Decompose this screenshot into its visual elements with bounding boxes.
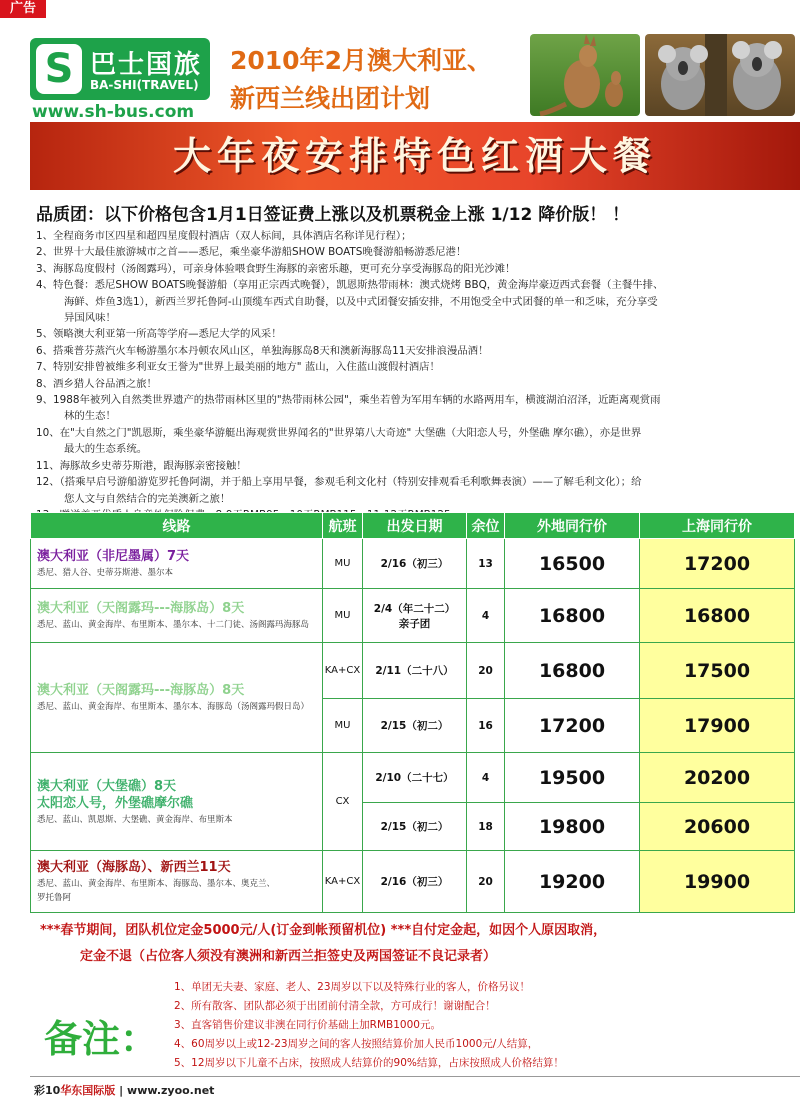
col-header-price-shanghai: 上海同行价 <box>640 513 795 539</box>
page-footer <box>34 1082 214 1098</box>
route-cell <box>31 643 323 753</box>
price-shanghai-cell: 17200 <box>640 539 795 589</box>
footer-section: 华东国际版 <box>60 1084 116 1097</box>
price-shanghai-cell: 17500 <box>640 643 795 699</box>
flight-cell: MU <box>323 699 363 753</box>
deposit-notice <box>40 918 790 970</box>
route-cities: 悉尼、猎人谷、史蒂芬斯港、墨尔本 <box>37 568 174 578</box>
remark-item: 3、直客销售价建议非澳在同行价基础上加RMB1000元。 <box>174 1019 441 1031</box>
col-header-price-other: 外地同行价 <box>505 513 640 539</box>
price-other-cell: 16800 <box>505 589 640 643</box>
company-logo[interactable] <box>30 38 210 100</box>
date-cell: 2/11（二十八） <box>363 643 467 699</box>
col-header-date: 出发日期 <box>363 513 467 539</box>
date-cell: 2/16（初三） <box>363 851 467 913</box>
feature-item: 7、特别安排曾被维多利亚女王誉为"世界上最美丽的地方" 蓝山，入住蓝山渡假村酒店！ <box>36 361 440 374</box>
feature-item: 11、海豚故乡史蒂芬斯港，跟海豚亲密接触！ <box>36 459 247 472</box>
seats-cell: 16 <box>467 699 505 753</box>
feature-item: 异国风味！ <box>64 312 116 325</box>
route-name: 澳大利亚（天阁露玛---海豚岛）8天 <box>37 683 245 698</box>
notice-line1: ***春节期间，团队机位定金5000元/人(订金到帐预留机位) ***自付定金起，如因个人原因取消， <box>40 923 607 938</box>
feature-item: 5、领略澳大利亚第一所高等学府—悉尼大学的风采！ <box>36 328 282 341</box>
price-other-cell: 19800 <box>505 803 640 851</box>
price-shanghai-cell: 17900 <box>640 699 795 753</box>
flight-cell: CX <box>323 753 363 851</box>
remarks-list <box>174 978 784 1073</box>
footer-separator: | <box>119 1084 124 1097</box>
route-name: 澳大利亚（非尼墨属）7天 <box>37 549 190 564</box>
footer-page: 彩10 <box>34 1084 61 1097</box>
col-header-route: 线路 <box>31 513 323 539</box>
koala-photo <box>645 34 795 116</box>
feature-item: 林的生态！ <box>64 410 116 423</box>
feature-item: 12、（搭乘早启号游船游览罗托鲁阿湖，并于船上享用早餐，参观毛利文化村（特别安排观看毛利歌舞表演）——了解毛利文化）；给 <box>36 476 642 489</box>
website-link[interactable]: www.sh-bus.com <box>32 102 195 122</box>
seats-cell: 13 <box>467 539 505 589</box>
price-shanghai-cell: 19900 <box>640 851 795 913</box>
seats-cell: 4 <box>467 753 505 803</box>
feature-item: 3、海豚岛度假村（汤阁露玛），可亲身体验喂食野生海豚的亲密乐趣，更可充分享受海豚岛的阳光沙滩！ <box>36 262 516 275</box>
table-row <box>31 539 795 589</box>
promo-banner <box>30 122 800 190</box>
headline-line2: 新西兰线出团计划 <box>230 84 431 113</box>
table-row <box>31 753 795 803</box>
footer-site[interactable]: www.zyoo.net <box>127 1084 215 1097</box>
feature-item: 9、1988年被列入自然类世界遗产的热带雨林区里的"热带雨林公园"，乘坐若曾为军用车辆的水路两用车，横渡湖泊沼泽，近距离观赏雨 <box>36 394 661 407</box>
remark-item: 2、所有散客、团队都必须于出团前付清全款，方可成行！谢谢配合！ <box>174 1000 496 1012</box>
seats-cell: 20 <box>467 643 505 699</box>
col-header-seats: 余位 <box>467 513 505 539</box>
feature-item: 8、酒乡猎人谷品酒之旅！ <box>36 377 157 390</box>
logo-mark: S <box>36 44 82 94</box>
route-cities: 悉尼、蓝山、黄金海岸、布里斯本、墨尔本、海豚岛（汤阁露玛假日岛） <box>37 702 310 712</box>
headline <box>230 42 492 118</box>
price-other-cell: 19200 <box>505 851 640 913</box>
ad-tag: 广告 <box>0 0 46 18</box>
route-cell <box>31 539 323 589</box>
feature-list <box>36 228 786 523</box>
feature-item: 最大的生态系统。 <box>64 443 148 456</box>
lead-statement: 品质团：以下价格包含1月1日签证费上涨以及机票税金上涨 1/12 降价版！ ！ <box>36 205 630 225</box>
flight-cell: MU <box>323 589 363 643</box>
flight-cell: KA+CX <box>323 643 363 699</box>
date-cell: 2/15（初二） <box>363 699 467 753</box>
table-row <box>31 643 795 699</box>
feature-item: 10、在"大自然之门"凯恩斯，乘坐豪华游艇出海观赏世界闻名的"世界第八大奇迹" 大堡礁（大阳恋人号，外堡礁 摩尔礁），亦是世界 <box>36 426 642 439</box>
remark-item: 4、60周岁以上或12-23周岁之间的客人按照结算价加人民币1000元/人结算， <box>174 1038 539 1050</box>
price-shanghai-cell: 20200 <box>640 753 795 803</box>
feature-item: 2、世界十大最佳旅游城市之首——悉尼，乘坐豪华游船SHOW BOATS晚餐游船畅游悉尼港！ <box>36 246 467 259</box>
family-tour-label: 亲子团 <box>398 617 431 630</box>
notice-line2: 定金不退（占位客人须没有澳洲和新西兰拒签史及两国签证不良记录者） <box>80 949 497 964</box>
date-cell: 2/16（初三） <box>363 539 467 589</box>
price-other-cell: 19500 <box>505 753 640 803</box>
col-header-flight: 航班 <box>323 513 363 539</box>
route-cell <box>31 753 323 851</box>
price-other-cell: 16500 <box>505 539 640 589</box>
feature-item: 4、特色餐：悉尼SHOW BOATS晚餐游船（享用正宗西式晚餐），凯恩斯热带雨林：澳式烧烤 BBQ，黄金海岸豪迈西式套餐（主餐牛排、 <box>36 279 664 292</box>
route-name: 澳大利亚（海豚岛）、新西兰11天 <box>37 860 231 875</box>
footer-divider <box>30 1076 800 1077</box>
feature-item: 6、搭乘普芬蒸汽火车畅游墨尔本丹顿农风山区，单独海豚岛8天和澳新海豚岛11天安排浪漫品酒！ <box>36 344 489 357</box>
kangaroo-photo <box>530 34 640 116</box>
remarks-label: 备注： <box>44 1016 159 1061</box>
table-row <box>31 851 795 913</box>
date-text: 2/4（年二十二） <box>373 602 456 615</box>
route-subtitle: 太阳恋人号，外堡礁摩尔礁 <box>37 795 194 811</box>
flight-cell: MU <box>323 539 363 589</box>
price-shanghai-cell: 16800 <box>640 589 795 643</box>
route-cell <box>31 589 323 643</box>
route-cities: 悉尼、蓝山、黄金海岸、布里斯本、墨尔本、十二门徒、汤阁露玛海豚岛 <box>37 620 310 630</box>
banner-text: 大年夜安排特色红酒大餐 <box>172 133 657 178</box>
price-other-cell: 17200 <box>505 699 640 753</box>
seats-cell: 18 <box>467 803 505 851</box>
tour-price-table <box>30 512 794 913</box>
remark-item: 5、12周岁以下儿童不占床，按照成人结算价的90%结算，占床按照成人价格结算！ <box>174 1057 564 1069</box>
feature-item: 海鲜、炸鱼3选1），新西兰罗托鲁阿-山顶缆车西式自助餐，以及中式团餐安插安排，不用饱受全中式团餐的单一和乏味，充分享受 <box>64 295 658 308</box>
route-name: 澳大利亚（大堡礁）8天 <box>37 778 177 794</box>
route-name: 澳大利亚（天阁露玛---海豚岛）8天 <box>37 601 245 616</box>
route-cities-cont: 罗托鲁阿 <box>37 893 72 903</box>
feature-item: 您人文与自然结合的完美澳新之旅！ <box>64 492 231 505</box>
route-cities: 悉尼、蓝山、凯恩斯、大堡礁、黄金海岸、布里斯本 <box>37 814 233 825</box>
logo-cn-name: 巴士国旅 <box>90 50 203 80</box>
flight-cell: KA+CX <box>323 851 363 913</box>
date-cell: 2/15（初二） <box>363 803 467 851</box>
date-cell: 2/10（二十七） <box>363 753 467 803</box>
route-cell <box>31 851 323 913</box>
date-cell <box>363 589 467 643</box>
table-row <box>31 589 795 643</box>
feature-item: 1、全程商务市区四星和超四星度假村酒店（双人标间，具体酒店名称详见行程）； <box>36 230 412 242</box>
logo-en-name: BA-SHI(TRAVEL) <box>90 78 199 92</box>
route-cities: 悉尼、蓝山、黄金海岸、布里斯本、海豚岛、墨尔本、奥克兰、 <box>37 879 276 889</box>
remark-item: 1、单团无夫妻、家庭、老人、23周岁以下以及特殊行业的客人，价格另议！ <box>174 981 531 993</box>
price-other-cell: 16800 <box>505 643 640 699</box>
price-shanghai-cell: 20600 <box>640 803 795 851</box>
seats-cell: 4 <box>467 589 505 643</box>
headline-line1: 2010年2月澳大利亚、 <box>230 46 492 75</box>
seats-cell: 20 <box>467 851 505 913</box>
